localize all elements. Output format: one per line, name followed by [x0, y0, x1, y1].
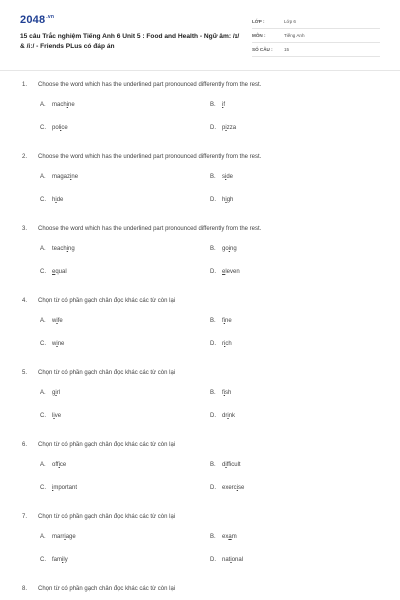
question-number: 5.: [22, 370, 28, 376]
option-word-underlined: i: [230, 557, 232, 563]
question-number: 4.: [22, 298, 28, 304]
question-number: 8.: [22, 586, 28, 592]
option-word-underlined: i: [53, 413, 55, 419]
answer-option[interactable]: [210, 557, 243, 563]
option-word-pre: exerc: [222, 485, 237, 491]
option-word-underlined: i: [228, 246, 231, 252]
meta-label: LỚP :: [252, 19, 265, 24]
question-item: [0, 442, 400, 512]
option-letter: B.: [210, 102, 216, 108]
option-word-pre: l: [52, 413, 54, 419]
option-word-post: sh: [225, 390, 232, 396]
question-stem: [22, 586, 175, 592]
option-word-post: onal: [231, 557, 244, 563]
answer-option[interactable]: [210, 413, 235, 419]
option-word-post: se: [238, 485, 245, 491]
option-word-underlined: i: [60, 125, 62, 131]
option-word-post: ng: [68, 246, 75, 252]
option-letter: C.: [40, 197, 46, 203]
option-word-pre: f: [222, 390, 224, 396]
question-stem: [22, 154, 261, 160]
answer-option[interactable]: [40, 246, 75, 252]
question-stem: [22, 298, 175, 304]
question-stem: [22, 370, 175, 376]
option-letter: D.: [210, 341, 216, 347]
answer-option[interactable]: [210, 485, 244, 491]
option-word-underlined: i: [227, 413, 229, 419]
option-word-post: zza: [226, 125, 237, 131]
question-stem: [22, 82, 261, 88]
option-word-pre: h: [52, 197, 56, 203]
question-text: Chọn từ có phần gạch chân đọc khác các từ còn lại: [38, 370, 176, 376]
option-word-post: m: [231, 534, 237, 540]
answer-option[interactable]: [40, 534, 76, 540]
answer-option[interactable]: [40, 197, 63, 203]
option-letter: C.: [40, 485, 46, 491]
option-word-post: ne: [71, 174, 79, 180]
option-word-underlined: i: [55, 197, 57, 203]
answer-option[interactable]: [40, 557, 68, 563]
option-word-underlined: i: [55, 390, 57, 396]
question-item: [0, 82, 400, 152]
answer-option[interactable]: [210, 269, 240, 275]
option-word-underlined: i: [66, 246, 69, 252]
option-word-post: mportant: [53, 485, 78, 491]
option-word-post: nk: [228, 413, 236, 419]
option-word-post: ve: [54, 413, 62, 419]
meta-value: Tiếng Anh: [284, 33, 305, 38]
answer-option[interactable]: [40, 269, 67, 275]
option-word-underlined: i: [56, 341, 58, 347]
option-word-post: ne: [68, 102, 75, 108]
header-divider: [0, 70, 400, 71]
option-word-pre: fam: [52, 557, 63, 563]
option-word-underlined: a: [228, 534, 232, 540]
answer-option[interactable]: [40, 318, 63, 324]
option-letter: D.: [210, 197, 216, 203]
answer-option[interactable]: [210, 102, 225, 108]
question-number: 6.: [22, 442, 28, 448]
option-letter: C.: [40, 269, 46, 275]
meta-row-subject: [252, 30, 380, 43]
question-text: Chọn từ có phần gạch chân đọc khác các từ còn lại: [38, 514, 176, 520]
option-word-post: qual: [55, 269, 67, 275]
option-letter: B.: [210, 174, 216, 180]
option-word-pre: magaz: [52, 174, 71, 180]
answer-option[interactable]: [210, 174, 233, 180]
option-word-pre: mach: [52, 102, 67, 108]
question-number: 7.: [22, 514, 28, 520]
meta-value: 15: [284, 47, 290, 52]
option-word-underlined: i: [225, 462, 227, 468]
option-word-post: ng: [230, 246, 237, 252]
question-text: Chọn từ có phần gạch chân đọc khác các từ còn lại: [38, 298, 176, 304]
option-word-underlined: i: [225, 174, 227, 180]
option-word-pre: r: [222, 341, 224, 347]
option-word-underlined: i: [222, 102, 224, 108]
option-word-underlined: i: [223, 390, 226, 396]
option-letter: B.: [210, 390, 216, 396]
option-word-pre: h: [222, 197, 226, 203]
option-word-pre: p: [222, 125, 226, 131]
answer-option[interactable]: [40, 485, 77, 491]
option-word-pre: f: [222, 318, 224, 324]
option-word-underlined: i: [56, 318, 58, 324]
option-word-pre: ex: [222, 534, 229, 540]
option-word-post: gh: [226, 197, 234, 203]
option-word-post: de: [56, 197, 64, 203]
option-word-post: ce: [59, 462, 67, 468]
option-word-pre: w: [52, 318, 57, 324]
site-logo[interactable]: $2048^{.vn}$: [20, 14, 55, 26]
option-word-underlined: i: [66, 102, 69, 108]
meta-row-class: [252, 16, 380, 29]
answer-option[interactable]: [40, 462, 66, 468]
question-stem: [22, 514, 175, 520]
option-word-post: ne: [57, 341, 65, 347]
option-letter: C.: [40, 413, 46, 419]
question-text: Choose the word which has the underlined part pronounced differently from the rest.: [38, 226, 262, 232]
question-item: [0, 154, 400, 224]
option-word-pre: dr: [222, 413, 228, 419]
question-stem: [22, 442, 175, 448]
question-number: 2.: [22, 154, 28, 160]
answer-option[interactable]: [40, 125, 68, 131]
meta-value: Lớp 6: [284, 19, 296, 24]
option-word-underlined: i: [225, 197, 227, 203]
option-word-post: ly: [63, 557, 68, 563]
option-word-underlined: i: [236, 485, 239, 491]
option-word-post: ce: [61, 125, 68, 131]
option-word-underlined: e: [222, 269, 226, 275]
answer-option[interactable]: [40, 413, 61, 419]
answer-option[interactable]: [40, 102, 75, 108]
question-item: [0, 226, 400, 296]
answer-option[interactable]: [210, 534, 237, 540]
option-word-post: fe: [57, 318, 63, 324]
option-letter: C.: [40, 557, 46, 563]
question-text: Chọn từ có phần gạch chân đọc khác các từ còn lại: [38, 442, 176, 448]
option-word-underlined: i: [225, 125, 227, 131]
question-text: Choose the word which has the underlined part pronounced differently from the rest.: [38, 154, 262, 160]
answer-option[interactable]: [40, 341, 64, 347]
option-word-post: leven: [225, 269, 240, 275]
option-word-pre: d: [222, 462, 226, 468]
question-item: [0, 514, 400, 584]
question-item: [0, 298, 400, 368]
option-letter: A.: [40, 102, 46, 108]
page-title: 15 câu Trắc nghiệm Tiếng Anh 6 Unit 5 : Food and Health - Ngữ âm: /ɪ/ & /iː/ - Friends PLus có đáp án: [20, 33, 240, 50]
option-letter: A.: [40, 534, 46, 540]
option-word-pre: off: [52, 462, 59, 468]
answer-option[interactable]: [40, 390, 60, 396]
question-text: Chọn từ có phần gạch chân đọc khác các từ còn lại: [38, 586, 176, 592]
option-word-post: f: [223, 102, 226, 108]
option-letter: C.: [40, 125, 46, 131]
answer-option[interactable]: [210, 341, 232, 347]
meta-row-count: [252, 44, 380, 57]
option-word-underlined: e: [52, 269, 56, 275]
option-word-underlined: i: [52, 485, 54, 491]
answer-option[interactable]: [210, 246, 237, 252]
option-word-post: de: [226, 174, 234, 180]
question-stem: [22, 226, 261, 232]
option-word-underlined: i: [58, 462, 60, 468]
quiz-meta: [252, 16, 380, 58]
option-word-post: ch: [225, 341, 232, 347]
answer-option[interactable]: [40, 174, 78, 180]
option-word-underlined: i: [70, 174, 72, 180]
option-word-underlined: i: [62, 557, 64, 563]
option-word-post: ne: [225, 318, 232, 324]
option-letter: B.: [210, 462, 216, 468]
option-word-post: rl: [56, 390, 61, 396]
answer-option[interactable]: [210, 318, 232, 324]
answer-option[interactable]: [210, 462, 241, 468]
option-word-pre: w: [52, 341, 57, 347]
option-word-post: age: [65, 534, 76, 540]
option-word-pre: nat: [222, 557, 231, 563]
answer-option[interactable]: [210, 125, 236, 131]
answer-option[interactable]: [210, 197, 233, 203]
option-letter: A.: [40, 174, 46, 180]
option-letter: D.: [210, 125, 216, 131]
answer-option[interactable]: [210, 390, 231, 396]
option-letter: D.: [210, 269, 216, 275]
question-item: [0, 370, 400, 440]
option-word-underlined: i: [64, 534, 66, 540]
option-letter: B.: [210, 246, 216, 252]
option-word-pre: teach: [52, 246, 67, 252]
option-letter: D.: [210, 557, 216, 563]
option-letter: A.: [40, 318, 46, 324]
option-letter: B.: [210, 318, 216, 324]
question-item: [0, 586, 400, 600]
option-word-pre: marr: [52, 534, 65, 540]
option-letter: D.: [210, 413, 216, 419]
option-word-underlined: i: [223, 318, 226, 324]
option-letter: C.: [40, 341, 46, 347]
meta-label: SỐ CÂU :: [252, 47, 273, 52]
option-letter: D.: [210, 485, 216, 491]
option-letter: A.: [40, 246, 46, 252]
option-letter: A.: [40, 462, 46, 468]
option-word-underlined: i: [224, 341, 226, 347]
meta-label: MÔN :: [252, 33, 266, 38]
page-header: [0, 0, 400, 68]
question-number: 3.: [22, 226, 28, 232]
option-word-pre: s: [222, 174, 225, 180]
option-letter: B.: [210, 534, 216, 540]
question-number: 1.: [22, 82, 28, 88]
option-word-pre: go: [222, 246, 229, 252]
question-text: Choose the word which has the underlined part pronounced differently from the rest.: [38, 82, 262, 88]
option-word-post: fficult: [226, 462, 241, 468]
option-letter: A.: [40, 390, 46, 396]
option-word-pre: pol: [52, 125, 61, 131]
option-word-pre: g: [52, 390, 56, 396]
